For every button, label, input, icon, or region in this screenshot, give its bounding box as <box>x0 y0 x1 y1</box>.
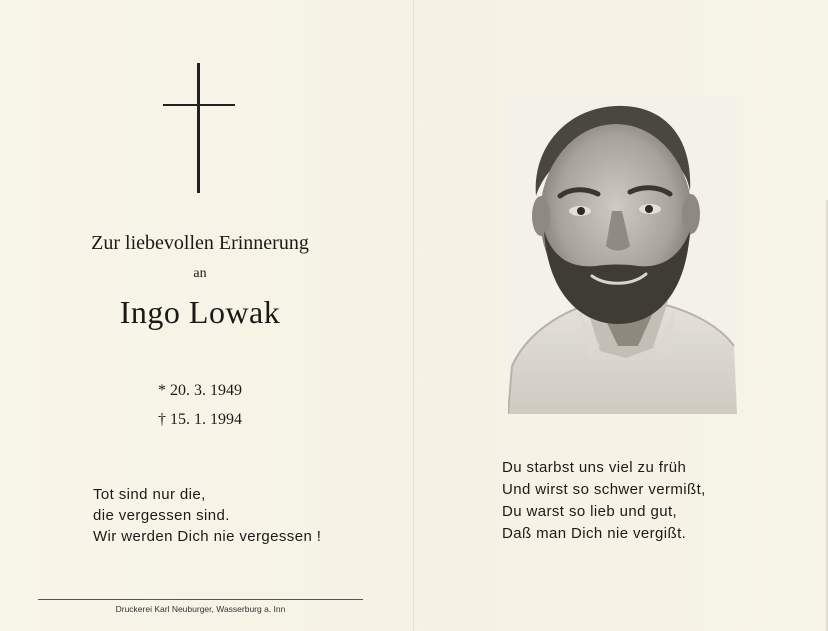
portrait-photo <box>508 96 737 414</box>
birth-date: * 20. 3. 1949 <box>158 382 242 399</box>
footer-divider <box>38 599 363 600</box>
verse-line: Tot sind nur die, <box>93 486 206 503</box>
deceased-name: Ingo Lowak <box>119 294 281 330</box>
verse-line: Du starbst uns viel zu früh <box>502 459 687 476</box>
verse-line: Du warst so lieb und gut, <box>502 503 678 520</box>
verse-right <box>502 457 802 545</box>
verse-line: Daß man Dich nie vergißt. <box>502 525 687 542</box>
verse-left <box>93 484 383 547</box>
cross-icon <box>163 63 235 193</box>
verse-line: die vergessen sind. <box>93 507 230 524</box>
printer-credit: Druckerei Karl Neuburger, Wasserburg a. Inn <box>115 604 286 614</box>
connector-text: an <box>193 266 207 281</box>
dedication-text: Zur liebevollen Erinnerung <box>91 232 309 254</box>
card-fold <box>413 0 414 631</box>
verse-line: Wir werden Dich nie vergessen ! <box>93 528 322 545</box>
verse-line: Und wirst so schwer vermißt, <box>502 481 706 498</box>
death-date: † 15. 1. 1994 <box>158 411 242 428</box>
